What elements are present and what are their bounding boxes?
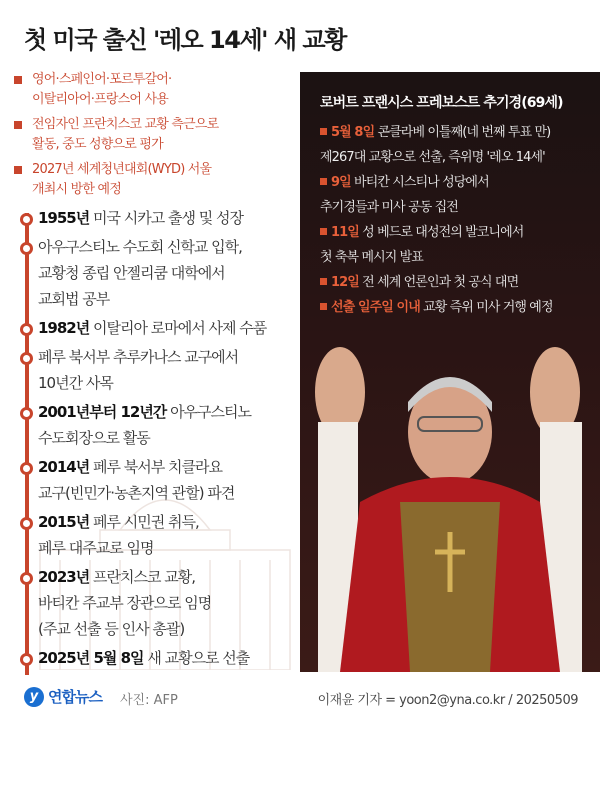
events-list xyxy=(320,120,600,320)
bullet-square-icon xyxy=(320,303,327,310)
timeline-year: 1955년 xyxy=(38,209,90,227)
timeline-item xyxy=(0,645,300,671)
timeline-dot-icon xyxy=(20,572,33,585)
note-item xyxy=(8,70,298,110)
timeline-text: 프란치스코 교황, 바티칸 주교부 장관으로 임명 (주교 선출 등 인사 총괄) xyxy=(38,568,212,638)
timeline-item xyxy=(0,205,300,231)
timeline-text: 미국 시카고 출생 및 성장 xyxy=(89,209,243,227)
bullet-square-icon xyxy=(320,128,327,135)
timeline-dot-icon xyxy=(20,352,33,365)
byline: 이재윤 기자 = yoon2@yna.co.kr / 20250509 xyxy=(317,693,578,708)
event-item xyxy=(320,295,600,320)
timeline-text: 이탈리아 로마에서 사제 수품 xyxy=(89,319,267,337)
pope-photo xyxy=(300,302,600,672)
timeline-year: 2023년 xyxy=(38,568,90,586)
timeline-text: 아우구스티노 수도회 신학교 입학, 교황청 종립 안젤리쿰 대학에서 교회법 공부 xyxy=(38,238,242,308)
timeline-item xyxy=(0,564,300,642)
event-date: 12일 xyxy=(331,275,359,290)
timeline-dot-icon xyxy=(20,213,33,226)
timeline-dot-icon xyxy=(20,242,33,255)
event-text: 교황 즉위 미사 거행 예정 xyxy=(419,300,553,315)
event-date: 11일 xyxy=(331,225,359,240)
timeline-dot-icon xyxy=(20,323,33,336)
timeline-item xyxy=(0,454,300,506)
event-date: 5월 8일 xyxy=(331,125,375,140)
bullet-square-icon xyxy=(14,121,22,129)
note-item xyxy=(8,160,298,200)
event-item xyxy=(320,220,600,270)
note-item xyxy=(8,115,298,155)
event-text-cont: 첫 축복 메시지 발표 xyxy=(320,250,423,265)
event-text: 바티칸 시스티나 성당에서 xyxy=(350,175,489,190)
yonhap-logo xyxy=(24,686,102,707)
event-text: 콘클라베 이틀째(네 번째 투표 만) xyxy=(374,125,551,140)
note-text: 영어·스페인어·포르투갈어· 이탈리아어·프랑스어 사용 xyxy=(32,72,172,107)
bullet-square-icon xyxy=(14,166,22,174)
footer xyxy=(0,686,600,716)
timeline-dot-icon xyxy=(20,407,33,420)
timeline-text: 새 교황으로 선출 xyxy=(143,649,250,667)
event-item xyxy=(320,270,600,295)
timeline-dot-icon xyxy=(20,653,33,666)
yonhap-logo-icon: y xyxy=(24,687,44,707)
timeline-dot-icon xyxy=(20,517,33,530)
key-notes xyxy=(8,70,298,205)
event-text-cont: 제267대 교황으로 선출, 즉위명 '레오 14세' xyxy=(320,150,545,165)
event-text: 전 세계 언론인과 첫 공식 대면 xyxy=(358,275,519,290)
timeline-year: 1982년 xyxy=(38,319,90,337)
event-date: 9일 xyxy=(331,175,351,190)
timeline-item xyxy=(0,509,300,561)
photo-credit: 사진: AFP xyxy=(120,693,178,708)
timeline-item xyxy=(0,234,300,312)
event-date: 선출 일주일 이내 xyxy=(331,300,420,315)
event-item xyxy=(320,120,600,170)
career-timeline xyxy=(0,205,300,674)
bullet-square-icon xyxy=(14,76,22,84)
event-text: 성 베드로 대성전의 발코니에서 xyxy=(358,225,524,240)
timeline-item xyxy=(0,399,300,451)
bullet-square-icon xyxy=(320,278,327,285)
timeline-text: 페루 북서부 추루카나스 교구에서 10년간 사목 xyxy=(38,348,239,392)
timeline-text: 아우구스티노 수도회장으로 활동 xyxy=(38,403,252,447)
bullet-square-icon xyxy=(320,228,327,235)
timeline-text: 페루 북서부 치클라요 교구(빈민가·농촌지역 관할) 파견 xyxy=(38,458,235,502)
pope-photo-panel xyxy=(300,72,600,672)
cardinal-heading: 로버트 프랜시스 프레보스트 추기경(69세) xyxy=(320,95,563,111)
event-text-cont: 추기경들과 미사 공동 집전 xyxy=(320,200,458,215)
timeline-text: 페루 시민권 취득, 페루 대주교로 임명 xyxy=(38,513,199,557)
timeline-year: 2015년 xyxy=(38,513,90,531)
note-text: 2027년 세계청년대회(WYD) 서울 개최시 방한 예정 xyxy=(32,162,212,197)
bullet-square-icon xyxy=(320,178,327,185)
event-item xyxy=(320,170,600,220)
timeline-item xyxy=(0,315,300,341)
note-text: 전임자인 프란치스코 교황 측근으로 활동, 중도 성향으로 평가 xyxy=(32,117,219,152)
yonhap-logo-text: 연합뉴스 xyxy=(48,688,102,706)
timeline-year: 2025년 5월 8일 xyxy=(38,649,144,667)
page-title: 첫 미국 출신 '레오 14세' 새 교황 xyxy=(24,26,346,54)
timeline-year: 2001년부터 12년간 xyxy=(38,403,167,421)
timeline-dot-icon xyxy=(20,462,33,475)
timeline-item xyxy=(0,344,300,396)
timeline-year: 2014년 xyxy=(38,458,90,476)
